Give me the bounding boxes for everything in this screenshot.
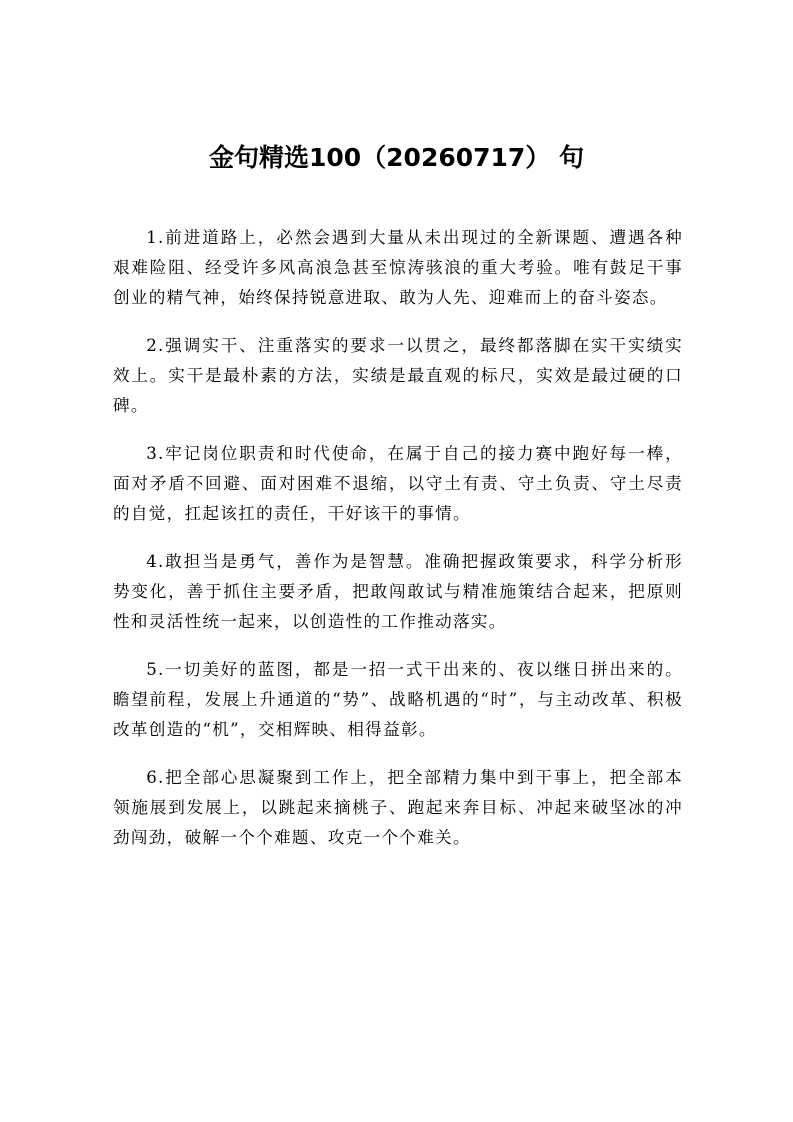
paragraph-4: 4.敢担当是勇气，善作为是智慧。准确把握政策要求，科学分析形势变化，善于抓住主要矛盾，把敢闯敢试与精准施策结合起来，把原则性和灵活性统一起来，以创造性的工作推动落实。 [113,552,683,631]
paragraph-2: 2.强调实干、注重落实的要求一以贯之，最终都落脚在实干实绩实效上。实干是最朴素的方法，实绩是最直观的标尺，实效是最过硬的口碑。 [113,336,683,415]
paragraph-5: 5.一切美好的蓝图，都是一招一式干出来的、夜以继日拼出来的。瞻望前程，发展上升通道的“势”、战略机遇的“时”，与主动改革、积极改革创造的“机”，交相辉映、相得益彰。 [113,660,683,739]
paragraph-1: 1.前进道路上，必然会遇到大量从未出现过的全新课题、遭遇各种艰难险阻、经受许多风高浪急甚至惊涛骇浪的重大考验。唯有鼓足干事创业的精气神，始终保持锐意进取、敢为人先、迎难而上的奋斗姿态。 [113,228,683,307]
paragraph-3: 3.牢记岗位职责和时代使命，在属于自己的接力赛中跑好每一棒，面对矛盾不回避、面对困难不退缩，以守土有责、守土负责、守土尽责的自觉，扛起该扛的责任，干好该干的事情。 [113,444,683,523]
paragraph-6: 6.把全部心思凝聚到工作上，把全部精力集中到干事上，把全部本领施展到发展上，以跳起来摘桃子、跑起来奔目标、冲起来破坚冰的冲劲闯劲，破解一个个难题、攻克一个个难关。 [113,768,683,847]
document-body [113,223,683,871]
document-title: 金句精选100（20260717） 句 [208,143,585,172]
